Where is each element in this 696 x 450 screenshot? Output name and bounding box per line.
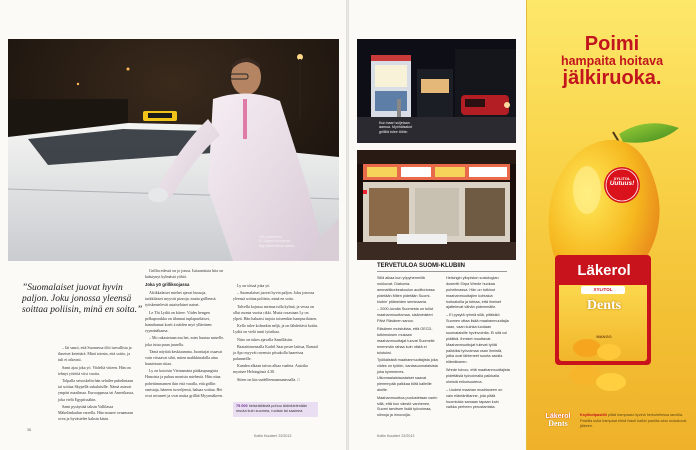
ad-headline-line: Poimi bbox=[584, 33, 640, 55]
paragraph: Sami ajaa joka yö. Viideltä viiteen. Hän on tehnyt yötöitä viisi vuotta. bbox=[58, 364, 131, 376]
paragraph: – 2000-luvulla Suomesta on tullut maahanmuuttomaa, sisäministeri Päivi Räsänen sanoo. bbox=[377, 307, 434, 324]
photo-caption-line: El Sayed Abouzeya bbox=[259, 239, 291, 244]
page-number: 38 bbox=[27, 428, 31, 432]
ad-headline bbox=[527, 34, 696, 89]
pack-name: Dents bbox=[586, 298, 622, 313]
page-gutter bbox=[346, 0, 349, 450]
pack-brand: Läkerol bbox=[577, 262, 631, 279]
left-footer: Kotiin Kuuden! 22/2013 bbox=[254, 434, 292, 438]
lakerol-advertisement bbox=[526, 0, 696, 450]
fact-text: helsinkiläistä puhuu äidinkielenään muuta kuin suomea, ruotsia tai saamea. bbox=[236, 404, 308, 414]
logo-sub: Dents bbox=[548, 419, 568, 428]
paragraph: – Ei pysytä ryhmä sillä, pitäisikö Suomen ottaa lisää maahanmuuttajia vaan, vaan kuinka luodaan suomalaisille hyvinvointia. Ei sitä voi pidätkä. Ihmiset muuttavat. Maahanmuuttujat tulevat työtä palkkiksi työvoimaa osan ihmistä, jotka ovat lähteneet suurta asiolla elämäkseen. bbox=[446, 313, 509, 365]
paragraph: Helsingin yliopiston sosiologian dosentti Sirpa Wrede huokaa puheilmassa. Hän on tutkinut maahanmuuttajien kohtaloa hoitoaloilla ja toteaa, että ihmiset ajattelevat vähän pidemmälle. bbox=[446, 276, 502, 310]
photo-caption-line: grillillä tulee töihin bbox=[379, 129, 408, 134]
paragraph: – Uudest maahan muuttaneen on vain elämäntilanne, jota pitää huomioida samaan tapaan kuin vaikka perheen perustamista. bbox=[446, 387, 503, 410]
ad-footer-body: pitää hampaasi hyvinä herkutellessa lanollia. Pastilla sulla hampaat ehkä Nauti kaikki pastilla aina ruukaluvat jälkeen. bbox=[580, 413, 687, 428]
paragraph: Työikäisistä maahanmuuttajista joka viides on työtön, kantasuomalaisista joka kymmenes. Ulkomaalaistaustaiset saavat pienempää palkkaa töitä kalleille aloille. bbox=[377, 358, 438, 392]
right-footer: Kotiin Kuuden! 22/2013 bbox=[377, 434, 415, 438]
ad-headline-line: jälkiruoka. bbox=[562, 67, 662, 90]
paragraph: Afrikkalaiset miehet ajavat bussoja, turkkilaiset myyvät pizzoja, mutta grilliensä työskentelevät asiaiselaiset naiset. bbox=[145, 290, 216, 308]
logo-brand: Läkerol bbox=[545, 413, 571, 420]
paragraph: Sillä aikaa kun yöpyhemeillä nukkuvat, Diakonia-ammattikorkeakoulun auditoriossa pidetään Miten pidetään Suomi-klubin' pitäneiden seminaaria. bbox=[377, 276, 435, 304]
ad-headline-line: hampaita hoitava bbox=[560, 54, 664, 68]
photo-caption-line: Kun baari suljetaan bbox=[379, 121, 410, 125]
left-column-1 bbox=[58, 345, 136, 423]
paragraph: Grillin edessä on jo jonoa. Istiaanisista hiia on käästynyt kylmästä yöhöi. bbox=[145, 268, 223, 280]
paragraph: Le Thi Lydiä on kiiree. Viides hengen pelkaporukka on tilannut tuplapurilaiset, hamahumat koeit ä näiden myö ylläeänen ryyminäkansa. bbox=[145, 309, 212, 334]
paragraph: Sitten on kin uudelleenaamunessalla. □ bbox=[237, 376, 300, 382]
grill-kiosk-photo bbox=[357, 150, 516, 260]
paragraph: Wrede toivoo, että maahanmuuttajista pidettäisiä työvoimalla paikkalla olmisiä erikoisuutena. bbox=[446, 368, 510, 384]
ad-footer-bold: Ksylitolipastilli bbox=[580, 413, 607, 417]
paragraph: – Mo rakastetaan mu hei, mies huutaa naiselle, joka istuu puun juurella. bbox=[145, 335, 224, 347]
pack-flavor: MANGO bbox=[596, 334, 612, 339]
left-column-3 bbox=[233, 283, 319, 384]
paragraph: Räsänen muistuttaa, että OECD-tutkimuksen mukaan maahanmuuttajat tuovat Suomelle enemmän rahaa kuin niistä ei tulotuksi. bbox=[377, 327, 435, 355]
paragraph: Sami pysäyttää taksin Vallilassa Mäkelänkadun varrella. Hän nousee ovaamaan ovea ja hyvästelee kaksin käsin. bbox=[58, 403, 133, 422]
paragraph: Kello tulee kolmekin neljä, ja on lähdettävä kotiin. Lydiä on vielä tunti työaikaa. bbox=[233, 323, 319, 335]
paragraph: Tolpalla seisoskelin hän selailee puhelintaan tai soittaa Skypellä sukulaisille. Nämä asiavat ympäri maailmaa. Eurooppassa tai Amerikassa, joka vielä Egyptissäkin. bbox=[58, 377, 134, 402]
divider bbox=[377, 271, 507, 272]
badge-text: Uutuus! bbox=[609, 180, 635, 187]
photo-caption-line: aamua. Myöhäisakot bbox=[379, 125, 413, 130]
fact-number: 75 000 bbox=[236, 404, 248, 408]
right-column-2 bbox=[446, 276, 510, 413]
paragraph: Baztattinsensalla Kadril Saar pesee laittua, Ramial ja Apo myyvät ravensio pitsakolla baareissa palanneille. bbox=[233, 343, 318, 362]
section-title: TERVETULOA SUOMI-KLUBIIN bbox=[377, 263, 465, 269]
subheading: Joka yö grilliksojassa bbox=[145, 282, 190, 288]
taxi-driver-photo bbox=[8, 39, 339, 261]
paragraph: – Suomalaiset juovat hyvin paljon. Joku jonossa yleensä soittaa poliisin, minä en soita. bbox=[233, 290, 315, 302]
pack-sub: XYLITOL bbox=[593, 287, 613, 292]
badge-brand: XYLITOL bbox=[613, 176, 631, 181]
paragraph: Kunden alkaan taivas alkaa vaaleta. Autoiko myaisee Helsinginsä 4.30. bbox=[233, 363, 309, 375]
left-column-2 bbox=[145, 268, 225, 400]
new-badge bbox=[607, 177, 637, 188]
pull-quote: ”Suomalaiset juovat hyvin paljon. Joku jonossa yleensä soittaa poliisin, minä en soita.” bbox=[22, 283, 143, 315]
photo-caption-line: Yön pääteeksi bbox=[259, 235, 282, 239]
photo-caption-line: käy pesemässä taksin. bbox=[259, 243, 296, 248]
paragraph: Nüro on tukes ajavalla Samilläsiin. bbox=[237, 336, 294, 342]
ad-footer-text bbox=[580, 413, 690, 430]
right-column-1 bbox=[377, 276, 439, 421]
paragraph: Talvella kojussa meinaa tulla kylmä, ja vessa on ollut monta vuotta rikki. Mutta rosastaan Ly on ylpeä. Hän haluaisi tarjota toiseenkin hampurilaisen. bbox=[233, 303, 318, 321]
kiosk-street-photo bbox=[357, 39, 516, 143]
fact-box bbox=[233, 402, 318, 417]
paragraph: Ly on kotoisin Vietnamista pääkaupungista Hanoista ja puhuu monista miehestä. Hän ottaa pohettimmamen ikin että varalla, että grillin omistaja, häneen isoveljensä, haluaa soittaa. Hei ovat arvaneet ja ovat mutta grillää Myyrmäkeen. bbox=[145, 368, 223, 399]
paragraph: – Iäi sanoi, että Suomessa ölöi turvallista ja ilmeiset ketettärä. Minä totesin, että soitto, ja tuli ei oikeasti. bbox=[58, 345, 132, 363]
paragraph: Ly on töissä joka yö. bbox=[237, 283, 271, 288]
paragraph: Maahanmuuttoa puolustetaan usein sillä, että kun väestö vanhenee, Suomi tarvitsee lisää työvoimaa, silmoja ja innovoijia. bbox=[377, 395, 438, 418]
lakerol-logo bbox=[540, 413, 576, 428]
paragraph: Tämä näyttää keskiaamma. Juonttajat osaavat vain viisaavat sihti, miten mahkkinakilla aina haastetaan riitaa. bbox=[145, 348, 223, 367]
